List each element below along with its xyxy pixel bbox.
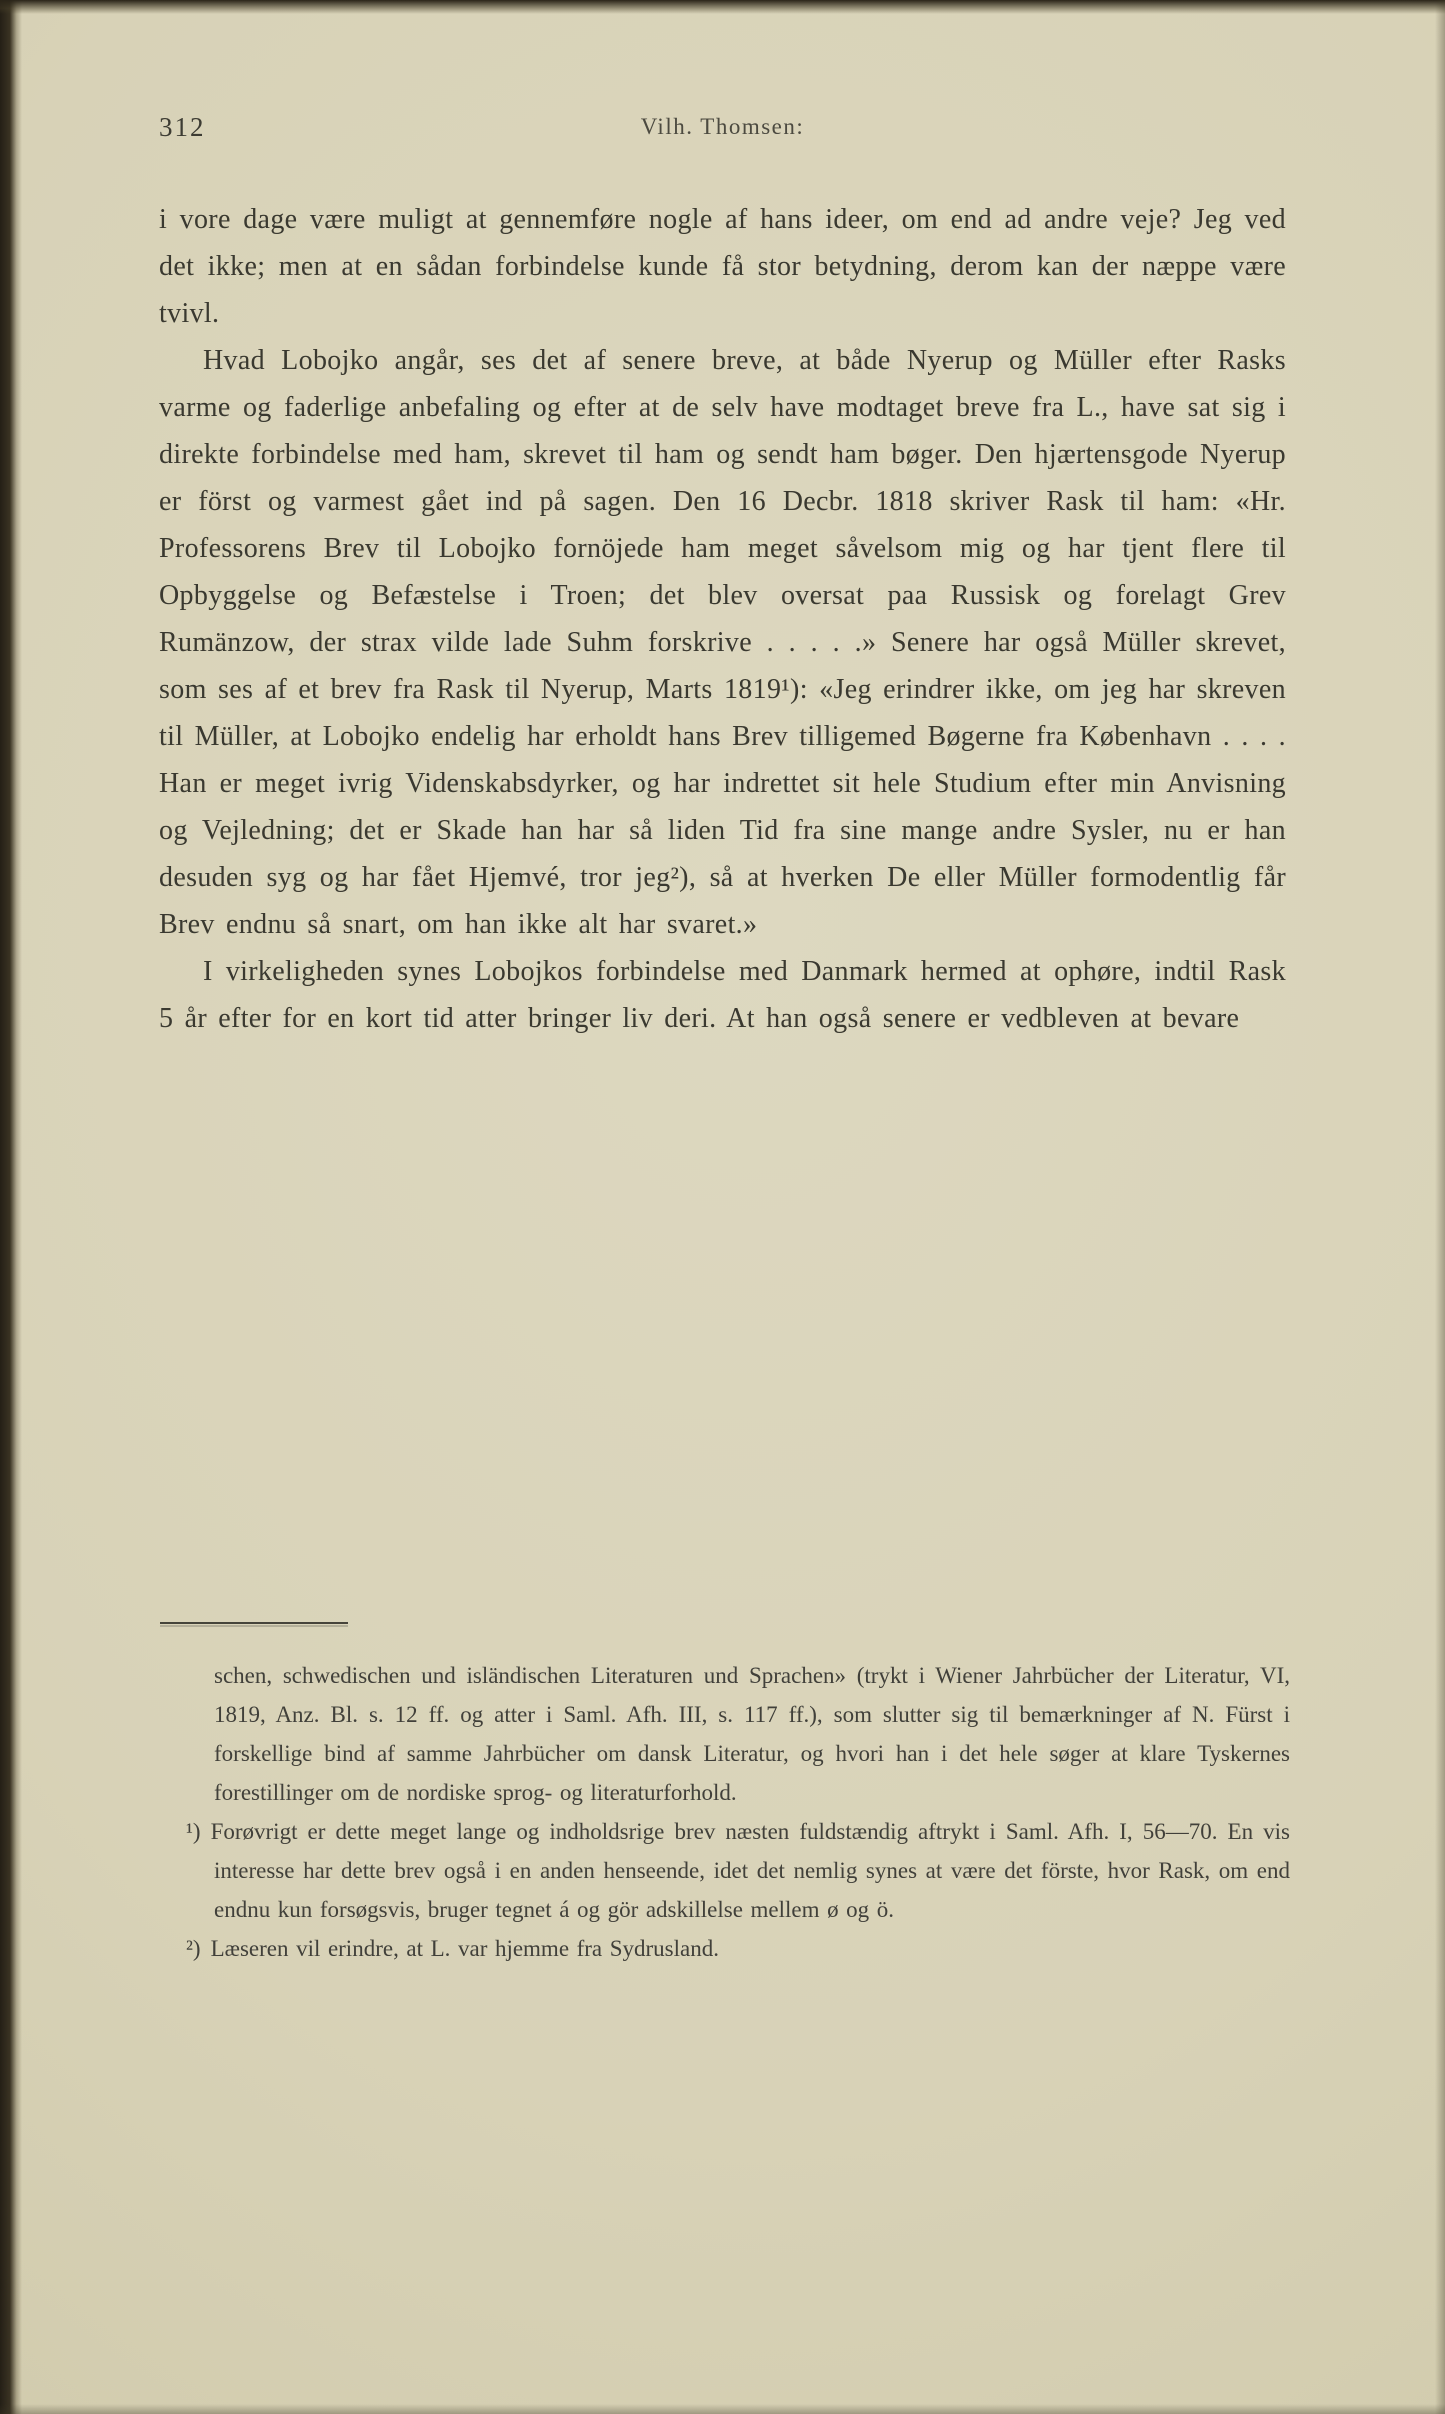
footnote-text: Forøvrigt er dette meget lange og indholdsrige brev næsten fuldstændig aftrykt i Saml. Afh. I, 56—70. En vis interesse har dette brev også i en anden henseende, idet det nemlig synes at være det förste, hvor Rask, om end endnu kun forsøgsvis, bruger tegnet á og gör adskillelse mellem ø og ö.	[210, 1819, 1290, 1922]
running-title: Vilh. Thomsen:	[640, 114, 805, 139]
footnotes-section	[186, 1656, 1290, 1968]
paragraph-continuation: i vore dage være muligt at gennemføre nogle af hans ideer, om end ad andre veje? Jeg ved det ikke; men at en sådan forbindelse kunde få stor betydning, derom kan der næppe være tvivl.	[159, 204, 1286, 329]
paragraph: I virkeligheden synes Lobojkos forbindelse med Danmark hermed at ophøre, indtil Rask 5 år efter for en kort tid atter bringer liv deri. At han også senere er vedbleven at bevare	[159, 956, 1286, 1034]
footnote-text: Læseren vil erindre, at L. var hjemme fra Sydrusland.	[210, 1936, 719, 1961]
footnote-marker: ²)	[186, 1936, 201, 1961]
paragraph: Hvad Lobojko angår, ses det af senere breve, at både Nyerup og Müller efter Rasks varme og faderlige anbefaling og efter at de selv have modtaget breve fra L., have sat sig i direkte forbindelse med ham, skrevet til ham og sendt ham bøger. Den hjærtensgode Nyerup er först og varmest gået ind på sagen. Den 16 Decbr. 1818 skriver Rask til ham: «Hr. Professorens Brev til Lobojko fornöjede ham meget såvelsom mig og har tjent flere til Opbyggelse og Befæstelse i Troen; det blev oversat paa Russisk og forelagt Grev Rumänzow, der strax vilde lade Suhm forskrive . . . . .» Senere har også Müller skrevet, som ses af et brev fra Rask til Nyerup, Marts 1819¹): «Jeg erindrer ikke, om jeg har skreven til Müller, at Lobojko endelig har erholdt hans Brev tilligemed Bøgerne fra København . . . . Han er meget ivrig Videnskabsdyrker, og har indrettet sit hele Studium efter min Anvisning og Vejledning; det er Skade han har så liden Tid fra sine mange andre Sysler, nu er han desuden syg og har fået Hjemvé, tror jeg²), så at hverken De eller Müller formodentlig får Brev endnu så snart, om han ikke alt har svaret.»	[159, 345, 1286, 940]
footnote-item	[186, 1929, 1290, 1968]
page-edge-shadow-bottom	[0, 2404, 1445, 2414]
body-text	[159, 196, 1286, 1042]
footnote-continuation: schen, schwedischen und isländischen Literaturen und Sprachen» (trykt i Wiener Jahrbücher der Literatur, VI, 1819, Anz. Bl. s. 12 ff. og atter i Saml. Afh. III, s. 117 ff.), som slutter sig til bemærkninger af N. Fürst i forskellige bind af samme Jahrbücher om dansk Literatur, og hvori han i det hele søger at klare Tyskernes forestillinger om de nordiske sprog- og literaturforhold.	[214, 1663, 1290, 1805]
page-edge-shadow-left	[0, 0, 22, 2414]
running-head	[159, 112, 1286, 152]
page-edge-shadow-right	[1435, 0, 1445, 2414]
page-edge-shadow-top	[0, 0, 1445, 14]
page-number: 312	[159, 112, 206, 142]
footnote-item	[186, 1812, 1290, 1929]
footnote-separator-rule	[160, 1622, 348, 1624]
footnote-marker: ¹)	[186, 1819, 201, 1844]
